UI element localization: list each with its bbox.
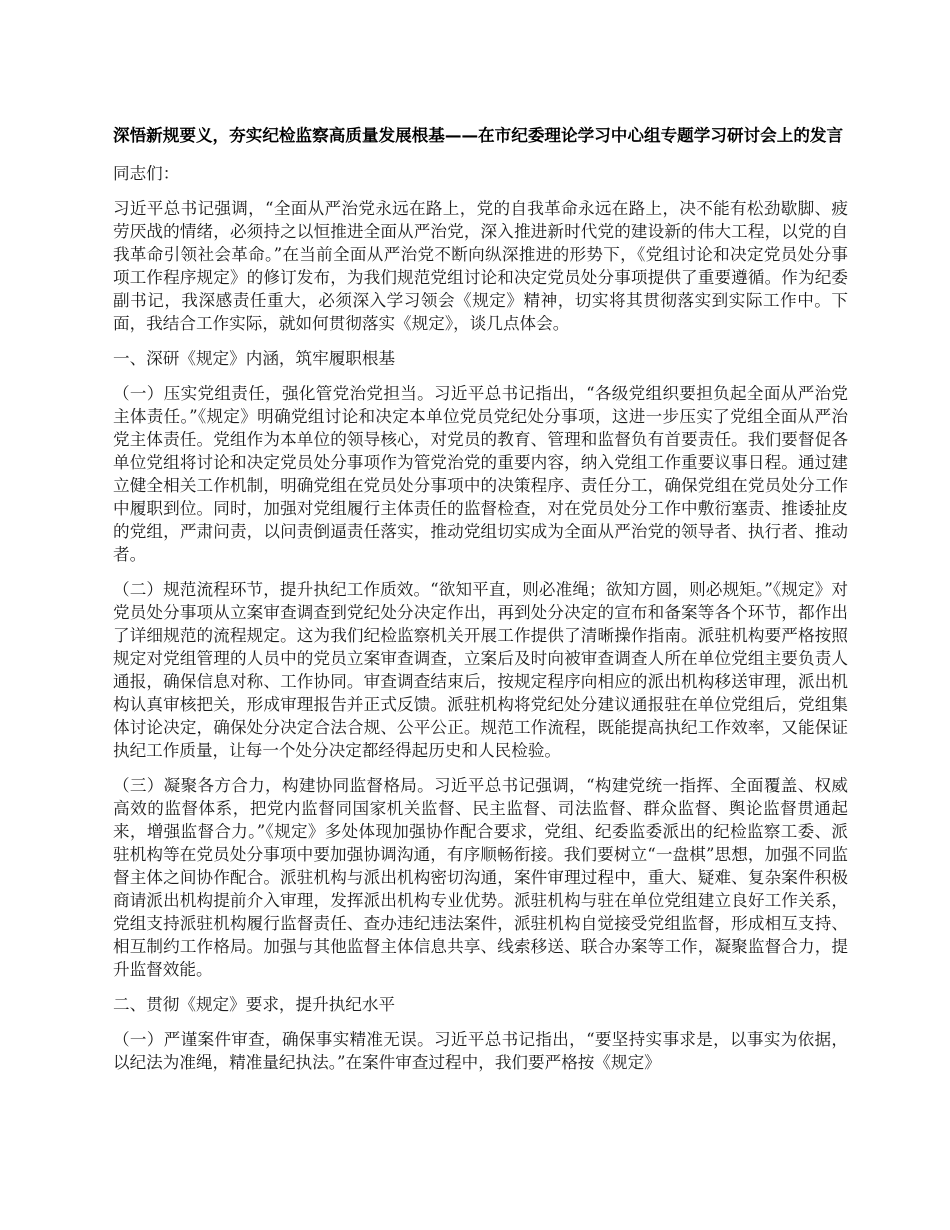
document-page	[113, 124, 848, 1086]
greeting: 同志们：	[113, 164, 180, 183]
section-1	[113, 347, 848, 981]
section-heading: 二、贯彻《规定》要求，提升执纪水平	[113, 995, 396, 1014]
intro-paragraph: 习近平总书记强调，“全面从严治党永远在路上，党的自我革命永远在路上，决不能有松劲歇脚、疲劳厌战的情绪，必须持之以恒推进全面从严治党，深入推进新时代党的建设新的伟大工程，以党的自我革命引领社会革命。”在当前全面从严治党不断向纵深推进的形势下，《党组讨论和决定党员处分事项工作程序规定》的修订发布，为我们规范党组讨论和决定党员处分事项提供了重要遵循。作为纪委副书记，我深感责任重大，必须深入学习领会《规定》精神，切实将其贯彻落实到实际工作中。下面，我结合工作实际，就如何贯彻落实《规定》，谈几点体会。	[113, 199, 848, 333]
document-title: 深悟新规要义，夯实纪检监察高质量发展根基——在市纪委理论学习中心组专题学习研讨会上的发言	[113, 126, 844, 145]
paragraph: （一）压实党组责任，强化管党治党担当。习近平总书记指出，“各级党组织要担负起全面从严治党主体责任。”《规定》明确党组讨论和决定本单位党员党纪处分事项，这进一步压实了党组全面从严治党主体责任。党组作为本单位的领导核心，对党员的教育、管理和监督负有首要责任。我们要督促各单位党组将讨论和决定党员处分事项作为管党治党的重要内容，纳入党组工作重要议事日程。通过建立健全相关工作机制，明确党组在党员处分事项中的决策程序、责任分工，确保党组在党员处分工作中履职到位。同时，加强对党组履行主体责任的监督检查，对在党员处分工作中敷衍塞责、推诿扯皮的党组，严肃问责，以问责倒逼责任落实，推动党组切实成为全面从严治党的领导者、执行者、推动者。	[113, 384, 848, 564]
section-2	[113, 993, 848, 1074]
paragraph: （一）严谨案件审查，确保事实精准无误。习近平总书记指出，“要坚持实事求是，以事实为依据，以纪法为准绳，精准量纪执法。”在案件审查过程中，我们要严格按《规定》	[113, 1030, 848, 1072]
paragraph: （三）凝聚各方合力，构建协同监督格局。习近平总书记强调，“构建党统一指挥、全面覆盖、权威高效的监督体系，把党内监督同国家机关监督、民主监督、司法监督、群众监督、舆论监督贯通起来，增强监督合力。”《规定》多处体现加强协作配合要求，党组、纪委监委派出的纪检监察工委、派驻机构等在党员处分事项中要加强协调沟通，有序顺畅衔接。我们要树立“一盘棋”思想，加强不同监督主体之间协作配合。派驻机构与派出机构密切沟通，案件审理过程中，重大、疑难、复杂案件积极商请派出机构提前介入审理，发挥派出机构专业优势。派驻机构与驻在单位党组建立良好工作关系，党组支持派驻机构履行监督责任、查办违纪违法案件，派驻机构自觉接受党组监督，形成相互支持、相互制约工作格局。加强与其他监督主体信息共享、线索移送、联合办案等工作，凝聚监督合力，提升监督效能。	[113, 776, 848, 979]
section-heading: 一、深研《规定》内涵，筑牢履职根基	[113, 349, 396, 368]
paragraph: （二）规范流程环节，提升执纪工作质效。“欲知平直，则必准绳；欲知方圆，则必规矩。”《规定》对党员处分事项从立案审查调查到党纪处分决定作出，再到处分决定的宣布和备案等各个环节，都作出了详细规范的流程规定。这为我们纪检监察机关开展工作提供了清晰操作指南。派驻机构要严格按照规定对党组管理的人员中的党员立案审查调查，立案后及时向被审查调查人所在单位党组主要负责人通报，确保信息对称、工作协同。审查调查结束后，按规定程序向相应的派出机构移送审理，派出机构认真审核把关，形成审理报告并正式反馈。派驻机构将党纪处分建议通报驻在单位党组后，党组集体讨论决定，确保处分决定合法合规、公平公正。规范工作流程，既能提高执纪工作效率，又能保证执纪工作质量，让每一个处分决定都经得起历史和人民检验。	[113, 580, 848, 760]
